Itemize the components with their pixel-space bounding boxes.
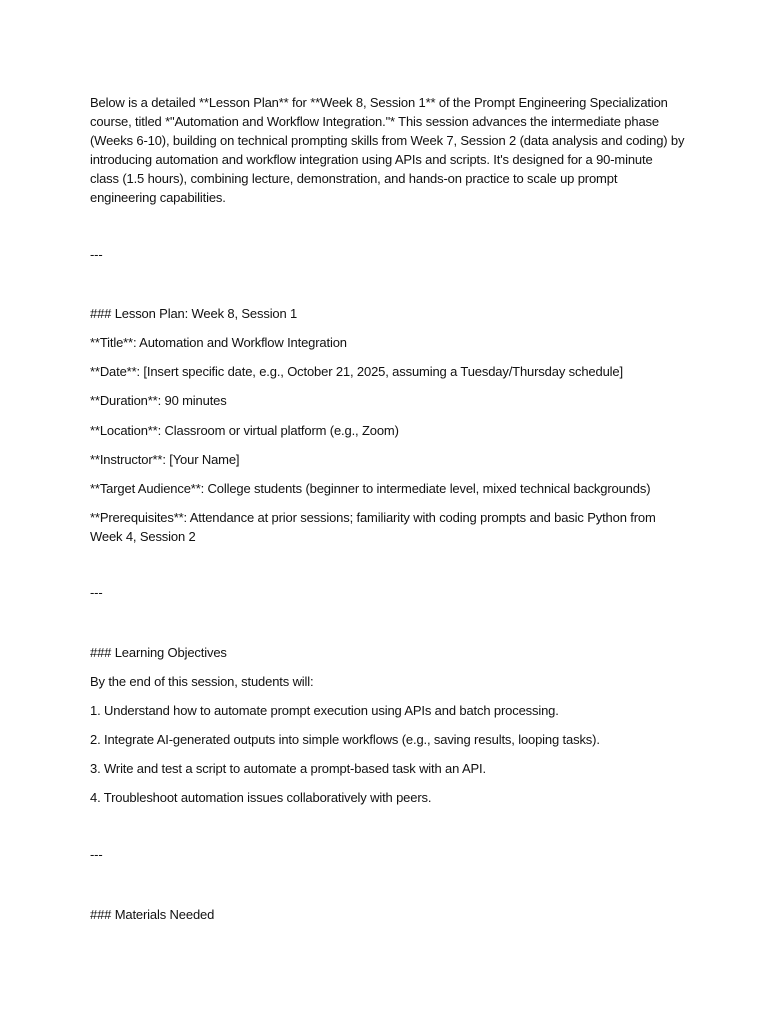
materials-heading: ### Materials Needed [90, 907, 215, 922]
intro-line: class (1.5 hours), combining lecture, demonstration, and hands-on practice to scale up prompt [90, 171, 618, 186]
detail-duration: **Duration**: 90 minutes [90, 393, 227, 408]
detail-date: **Date**: [Insert specific date, e.g., October 21, 2025, assuming a Tuesday/Thursday schedule] [90, 364, 623, 379]
list-item: 4. Troubleshoot automation issues collaboratively with peers. [90, 790, 432, 805]
list-item: 3. Write and test a script to automate a prompt-based task with an API. [90, 761, 486, 776]
detail-instructor: **Instructor**: [Your Name] [90, 452, 240, 467]
detail-location: **Location**: Classroom or virtual platform (e.g., Zoom) [90, 423, 399, 438]
list-item: 1. Understand how to automate prompt execution using APIs and batch processing. [90, 703, 559, 718]
intro-line: (Weeks 6-10), building on technical prompting skills from Week 7, Session 2 (data analysis and coding) by [90, 133, 685, 148]
objectives-intro: By the end of this session, students will: [90, 674, 314, 689]
list-item: 2. Integrate AI-generated outputs into simple workflows (e.g., saving results, looping tasks). [90, 732, 600, 747]
objectives-heading: ### Learning Objectives [90, 645, 227, 660]
detail-title: **Title**: Automation and Workflow Integration [90, 335, 347, 350]
separator: --- [90, 847, 103, 862]
separator: --- [90, 585, 103, 600]
separator: --- [90, 247, 103, 262]
intro-line: Below is a detailed **Lesson Plan** for **Week 8, Session 1** of the Prompt Engineering Specialization [90, 95, 668, 110]
lesson-plan-heading: ### Lesson Plan: Week 8, Session 1 [90, 306, 298, 321]
detail-prerequisites-cont: Week 4, Session 2 [90, 529, 196, 544]
detail-audience: **Target Audience**: College students (beginner to intermediate level, mixed technical backgrounds) [90, 481, 651, 496]
detail-prerequisites: **Prerequisites**: Attendance at prior sessions; familiarity with coding prompts and basic Python from [90, 510, 656, 525]
intro-line: course, titled *"Automation and Workflow Integration."* This session advances the intermediate phase [90, 114, 659, 129]
intro-line: introducing automation and workflow integration using APIs and scripts. It's designed for a 90-minute [90, 152, 653, 167]
intro-line: engineering capabilities. [90, 190, 226, 205]
